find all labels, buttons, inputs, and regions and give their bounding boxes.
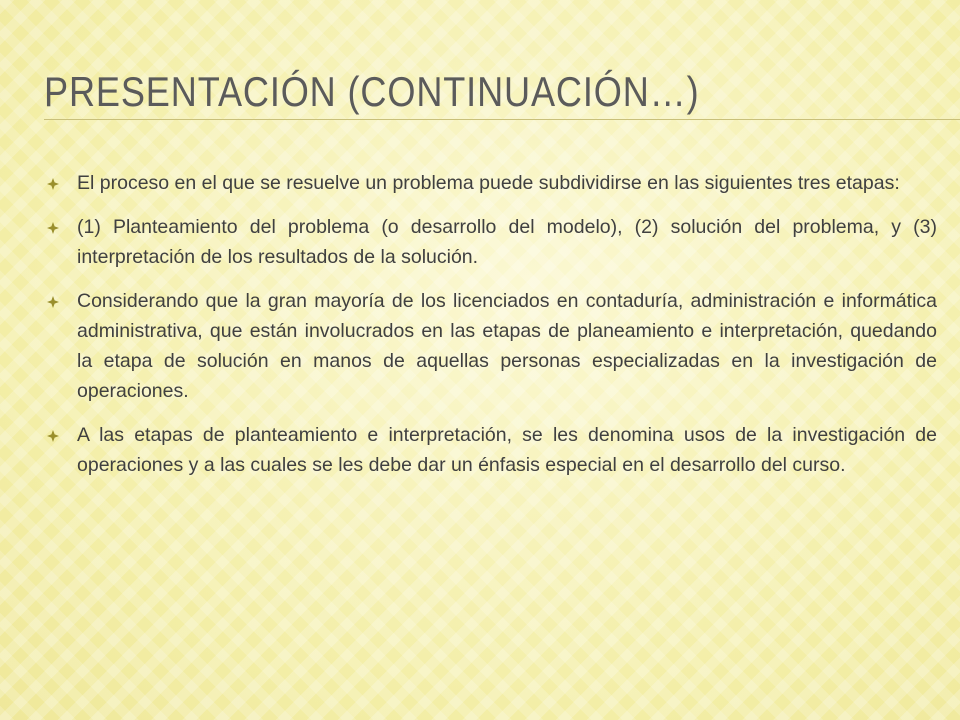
four-point-diamond-icon bbox=[47, 430, 59, 442]
title-underline bbox=[44, 119, 960, 120]
bullet-item bbox=[44, 168, 937, 198]
four-point-diamond-icon bbox=[47, 296, 59, 308]
four-point-diamond-icon bbox=[47, 178, 59, 190]
slide-title: PRESENTACIÓN (CONTINUACIÓN…) bbox=[44, 68, 700, 115]
four-point-diamond-icon bbox=[47, 222, 59, 234]
bullet-item bbox=[44, 420, 937, 480]
bullet-list bbox=[44, 168, 937, 494]
bullet-item bbox=[44, 286, 937, 406]
bullet-text: Considerando que la gran mayoría de los licenciados en contaduría, administración e informática administrativa, que están involucrados en las etapas de planeamiento e interpretación, quedando la etapa de solución en manos de aquellas personas especializadas en la investigación de operaciones. bbox=[77, 290, 937, 402]
bullet-text: (1) Planteamiento del problema (o desarrollo del modelo), (2) solución del problema, y (3) interpretación de los resultados de la solución. bbox=[77, 216, 937, 268]
bullet-text: El proceso en el que se resuelve un problema puede subdividirse en las siguientes tres etapas: bbox=[77, 172, 900, 194]
bullet-text: A las etapas de planteamiento e interpretación, se les denomina usos de la investigación de operaciones y a las cuales se les debe dar un énfasis especial en el desarrollo del curso. bbox=[77, 424, 937, 476]
bullet-item bbox=[44, 212, 937, 272]
